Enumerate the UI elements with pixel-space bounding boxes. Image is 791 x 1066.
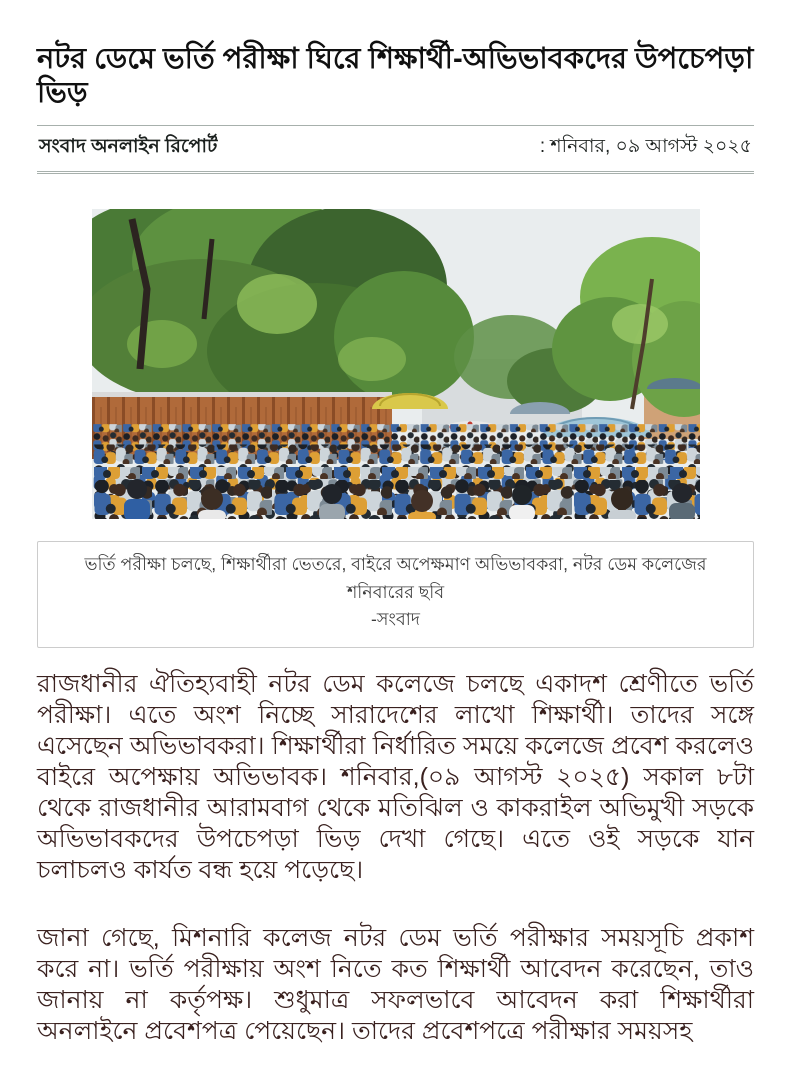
- caption-text: ভর্তি পরীক্ষা চলছে, শিক্ষার্থীরা ভেতরে, বাইরে অপেক্ষমাণ অভিভাবকরা, নটর ডেম কলেজের শনিবারের ছবি: [84, 554, 707, 602]
- trees-left: [92, 209, 474, 419]
- article-photo: [92, 209, 700, 519]
- article-paragraph-1: রাজধানীর ঐতিহ্যবাহী নটর ডেম কলেজে চলছে একাদশ শ্রেণীতে ভর্তি পরীক্ষা। এতে অংশ নিচ্ছে সারাদেশের লাখো শিক্ষার্থী। তাদের সঙ্গে এসেছেন অভিভাবকরা। শিক্ষার্থীরা নির্ধারিত সময়ে কলেজে প্রবেশ করলেও বাইরে অপেক্ষায় অভিভাবক। শনিবার,(০৯ আগস্ট ২০২৫) সকাল ৮টা থেকে রাজধানীর আরামবাগ থেকে মতিঝিল ও কাকরাইল অভিমুখী সড়কে অভিভাবকদের উপচেপড়া ভিড় দেখা গেছে। এতে ওই সড়কে যান চলাচলও কার্যত বন্ধ হয়ে পড়েছে।: [37, 669, 754, 884]
- crowd-photo-illustration: [92, 209, 700, 519]
- byline-label: সংবাদ অনলাইন রিপোর্ট: [39, 136, 218, 158]
- article-paragraph-2: জানা গেছে, মিশনারি কলেজ নটর ডেম ভর্তি পরীক্ষার সময়সূচি প্রকাশ করে না। ভর্তি পরীক্ষায় অংশ নিতে কত শিক্ষার্থী আবেদন করেছেন, তাও জানায় না কর্তৃপক্ষ। শুধুমাত্র সফলভাবে আবেদন করা শিক্ষার্থীরা অনলাইনে প্রবেশপত্র পেয়েছেন। তাদের প্রবেশপত্রে পরীক্ষার সময়সহ: [37, 923, 754, 1045]
- article-page: [0, 42, 791, 1066]
- byline-bar: [37, 125, 754, 174]
- crowd: [92, 425, 700, 520]
- publish-date: : শনিবার, ০৯ আগস্ট ২০২৫: [539, 136, 752, 158]
- photo-caption: [37, 541, 754, 647]
- caption-credit: -সংবাদ: [371, 608, 420, 629]
- page-title: নটর ডেমে ভর্তি পরীক্ষা ঘিরে শিক্ষার্থী-অভিভাবকদের উপচেপড়া ভিড়: [37, 43, 754, 110]
